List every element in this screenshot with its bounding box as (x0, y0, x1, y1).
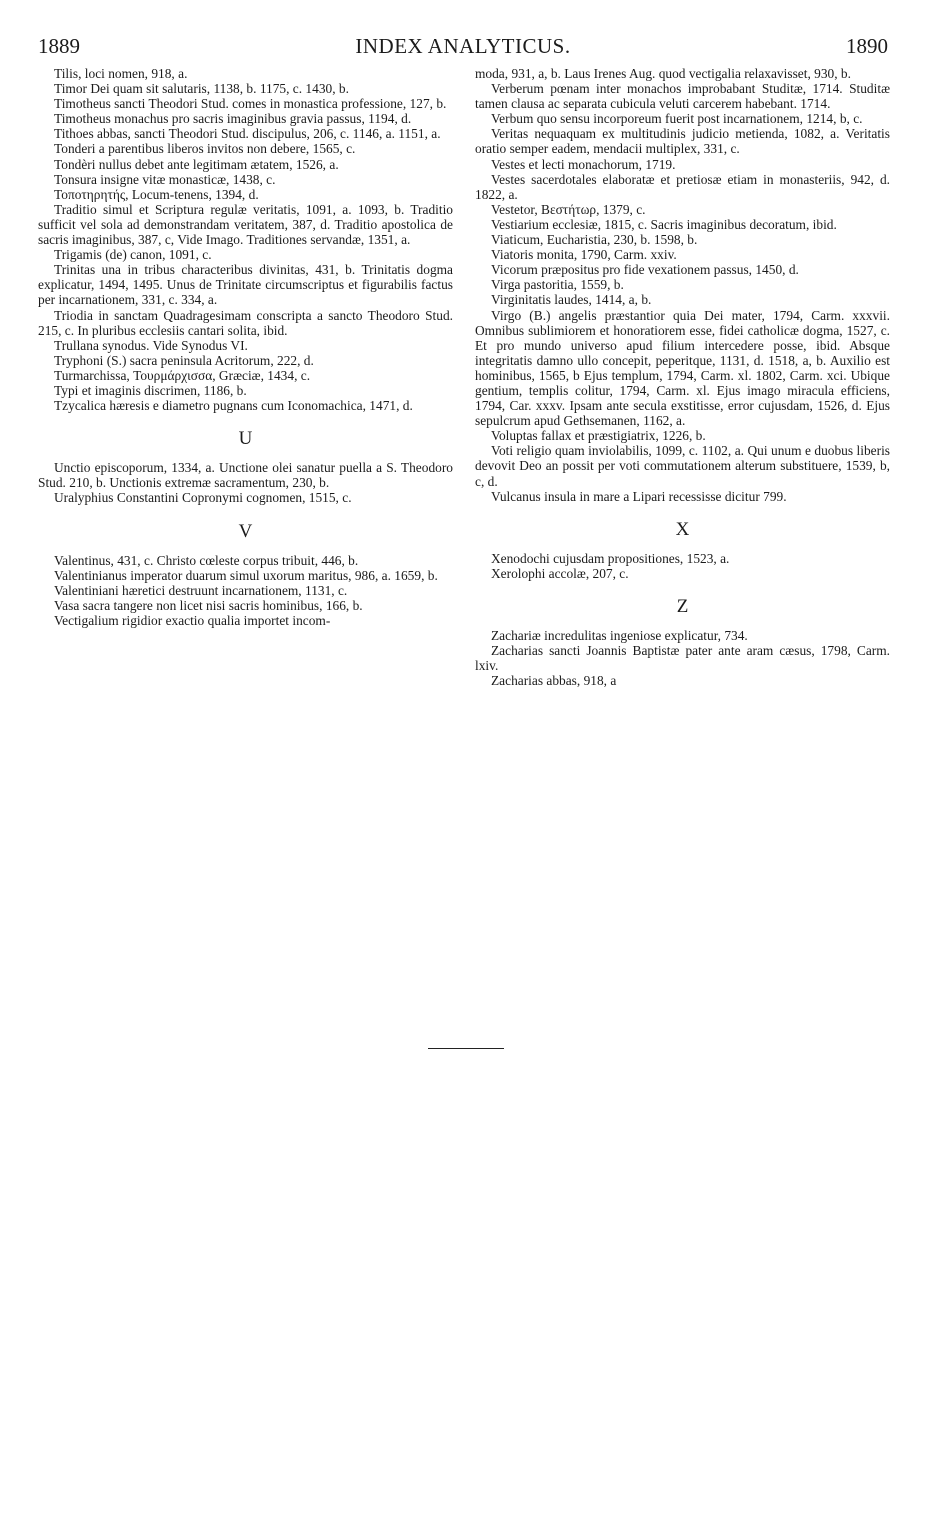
index-entry: Traditio simul et Scriptura regulæ veritatis, 1091, a. 1093, b. Traditio sufficit vel sola ad demonstrandam veritatem, 387, d. Traditio apostolica de sacris imaginibus, 387, c, Vide Imago. Traditiones servandæ, 1351, a. (38, 201, 453, 248)
index-entry: Turmarchissa, Τουρμάρχισσα, Græciæ, 1434, c. (54, 367, 311, 383)
index-entry: Vestiarium ecclesiæ, 1815, c. Sacris imaginibus decoratum, ibid. (491, 216, 837, 232)
section-letter-u: U (238, 428, 253, 450)
index-entry: Unctio episcoporum, 1334, a. Unctione olei sanatur puella a S. Theodoro Stud. 210, b. Unctionis extremæ sacramentum, 230, b. (38, 460, 453, 491)
index-entry: Trinitas una in tribus characteribus divinitas, 431, b. Trinitatis dogma explicatur, 1494, 1495. Unus de Trinitate circumscriptus et figurabilis factus per incarnationem, 331, c. 334, a. (38, 262, 453, 308)
index-entry: Zacharias abbas, 918, a (491, 673, 617, 689)
index-entry: Viaticum, Eucharistia, 230, b. 1598, b. (491, 232, 698, 248)
index-entry: Virgo (B.) angelis præstantior quia Dei mater, 1794, Carm. xxxvii. Omnibus sublimiorem et honoratiorem esse, fidei catholicæ dogma, 1527, c. Et pro mundo universo apud filium intercedere posse, ibid. Absque integritatis damno ullo concepit, peperitque, 1131, d. 1518, a, b. Auxilio est hominibus, 1565, b Ejus templum, 1794, Carm. xl. 1802, Carm. xci. Ubique gentium, templis colitur, 1794, Carm. xl. Ejus imago miracula efficiens, 1794, Car. xxxv. Ipsam ante secula exstitisse, error cujusdam, 1526, d. Ejus sepulcrum apud Gethsemanen, 1162, a. (475, 307, 890, 429)
index-entry: Veritas nequaquam ex multitudinis judicio metienda, 1082, a. Veritatis oratio semper eadem, mendacii multiplex, 331, c. (475, 126, 890, 157)
index-entry: Vestes sacerdotales elaboratæ et pretiosæ etiam in monasteriis, 942, d. 1822, a. (475, 171, 890, 202)
index-entry: Timor Dei quam sit salutaris, 1138, b. 1175, c. 1430, b. (54, 81, 349, 97)
left-column (38, 66, 453, 628)
index-entry: Virginitatis laudes, 1414, a, b. (491, 292, 652, 308)
page-header (38, 34, 888, 60)
index-entry: Tondèri nullus debet ante legitimam ætatem, 1526, a. (54, 156, 339, 172)
index-entry: Viatoris monita, 1790, Carm. xxiv. (491, 247, 677, 263)
index-entry: Tilis, loci nomen, 918, a. (54, 66, 188, 81)
end-rule (428, 1048, 504, 1049)
index-entry: Vestetor, Βεστήτωρ, 1379, c. (491, 201, 646, 217)
index-entry: Valentinus, 431, c. Christo cœleste corpus tribuit, 446, b. (54, 552, 359, 568)
page-number-right: 1890 (846, 34, 888, 58)
index-entry: Vestes et lecti monachorum, 1719. (491, 156, 676, 172)
index-entry: Virga pastoritia, 1559, b. (491, 277, 624, 293)
index-entry: Vicorum præpositus pro fide vexationem passus, 1450, d. (491, 262, 799, 278)
index-entry: Valentinianus imperator duarum simul uxorum maritus, 986, a. 1659, b. (54, 567, 438, 583)
index-entry: Valentiniani hæretici destruunt incarnationem, 1131, c. (54, 582, 348, 598)
index-entry: Verberum pœnam inter monachos improbabant Studitæ, 1714. Studitæ tamen clausa ac separata cubicula veluti carcerem habebant. 1714. (475, 81, 890, 112)
index-entry: Vulcanus insula in mare a Lipari recessisse dicitur 799. (491, 488, 787, 504)
index-entry: Tonderi a parentibus liberos invitos non debere, 1565, c. (54, 141, 356, 157)
index-entry: Triodia in sanctam Quadragesimam conscripta a sancto Theodoro Stud. 215, c. In pluribus ecclesiis cantari solita, ibid. (38, 307, 453, 338)
index-entry: Xerolophi accolæ, 207, c. (491, 565, 629, 581)
index-entry: Zacharias sancti Joannis Baptistæ pater ante aram cæsus, 1798, Carm. lxiv. (475, 643, 890, 674)
index-entry: Trigamis (de) canon, 1091, c. (54, 247, 212, 263)
section-letter-z: Z (676, 596, 689, 617)
index-entry: Typi et imaginis discrimen, 1186, b. (54, 382, 247, 398)
right-column (475, 66, 890, 688)
index-entry: Tryphoni (S.) sacra peninsula Acritorum, 222, d. (54, 352, 314, 368)
index-entry: Tonsura insigne vitæ monasticæ, 1438, c. (54, 171, 276, 187)
index-entry: Verbum quo sensu incorporeum fuerit post incarnationem, 1214, b, c. (491, 111, 863, 127)
index-entry: Trullana synodus. Vide Synodus VI. (54, 337, 248, 353)
index-entry: Vasa sacra tangere non licet nisi sacris hominibus, 166, b. (54, 597, 363, 613)
index-entry: Vectigalium rigidior exactio qualia importet incom- (54, 613, 331, 628)
index-entry: Zachariæ incredulitas ingeniose explicatur, 734. (491, 628, 748, 644)
running-title: INDEX ANALYTICUS. (355, 34, 571, 58)
section-letter-x: X (675, 518, 690, 540)
section-letter-v: V (238, 520, 253, 542)
page-number-left: 1889 (38, 34, 80, 58)
continued-entry: moda, 931, a, b. Laus Irenes Aug. quod vectigalia relaxavisset, 930, b. (475, 66, 851, 81)
index-entry: Tzycalica hæresis e diametro pugnans cum Iconomachica, 1471, d. (54, 398, 413, 414)
index-entry: Voti religio quam inviolabilis, 1099, c. 1102, a. Qui unum e duobus liberis devovit Deo an possit per voti commutationem alterum substituere, 1539, b, c, d. (475, 443, 890, 489)
index-entry: Xenodochi cujusdam propositiones, 1523, a. (491, 550, 730, 566)
index-entry: Voluptas fallax et præstigiatrix, 1226, b. (491, 428, 706, 444)
index-entry: Uralyphius Constantini Copronymi cognomen, 1515, c. (54, 490, 352, 506)
index-entry: Timotheus sancti Theodori Stud. comes in monastica professione, 127, b. (54, 96, 447, 112)
index-entry: Τοποτηρητής, Locum-tenens, 1394, d. (54, 186, 259, 202)
index-entry: Timotheus monachus pro sacris imaginibus gravia passus, 1194, d. (54, 111, 412, 127)
index-entry: Tithoes abbas, sancti Theodori Stud. discipulus, 206, c. 1146, a. 1151, a. (54, 126, 441, 142)
